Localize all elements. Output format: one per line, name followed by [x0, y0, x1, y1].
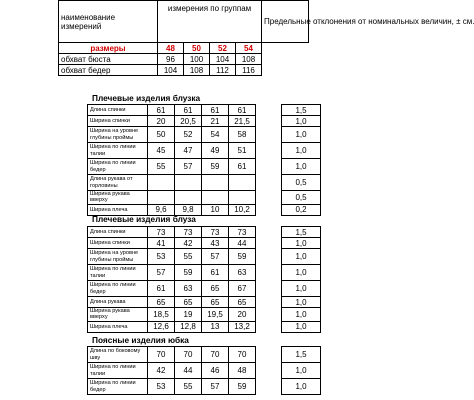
value-cell: 44: [175, 363, 202, 379]
value-cell: 96: [158, 54, 184, 65]
value-cell: 42: [175, 238, 202, 249]
value-cell: [202, 191, 229, 205]
value-cell: 63: [175, 281, 202, 297]
row-label: Ширина спинки: [88, 116, 148, 127]
size-cell: 48: [158, 43, 184, 54]
row-label: обхват бюста: [59, 54, 158, 65]
row-label: Ширина на уровне глубины проймы: [88, 127, 148, 143]
table-row: [88, 116, 321, 127]
value-cell: 19: [175, 308, 202, 322]
tolerance-cell: 1,0: [282, 116, 321, 127]
table-row: [88, 297, 321, 308]
section-table: [87, 226, 321, 333]
value-cell: 116: [236, 65, 262, 76]
row-label: Ширина плеча: [88, 321, 148, 332]
spacer-cell: [256, 281, 282, 297]
value-cell: [148, 175, 175, 191]
value-cell: 57: [175, 159, 202, 175]
table-row: [88, 265, 321, 281]
value-cell: 20: [229, 308, 256, 322]
value-cell: 104: [158, 65, 184, 76]
value-cell: 73: [148, 227, 175, 238]
value-cell: 70: [229, 347, 256, 363]
value-cell: 70: [175, 347, 202, 363]
tolerance-cell: 0,5: [282, 175, 321, 191]
table-row: [88, 143, 321, 159]
spacer-cell: [256, 227, 282, 238]
section-title: Плечевые изделия блузка: [92, 93, 201, 103]
value-cell: 48: [229, 363, 256, 379]
tolerance-cell: 1,0: [282, 238, 321, 249]
empty-cell: [262, 43, 309, 54]
table-row: [88, 127, 321, 143]
row-label: Ширина по линии бедер: [88, 159, 148, 175]
value-cell: 55: [175, 379, 202, 395]
value-cell: 73: [202, 227, 229, 238]
value-cell: 57: [148, 265, 175, 281]
table-row: [88, 347, 321, 363]
value-cell: 18,5: [148, 308, 175, 322]
value-cell: 65: [202, 297, 229, 308]
name-header: наименование измерений: [59, 1, 158, 43]
table-row: [88, 308, 321, 322]
tolerance-cell: 1,0: [282, 321, 321, 332]
size-cell: 54: [236, 43, 262, 54]
value-cell: 70: [148, 347, 175, 363]
spacer-cell: [256, 249, 282, 265]
value-cell: 44: [229, 238, 256, 249]
spacer-cell: [256, 238, 282, 249]
row-label: Ширина по линии бедер: [88, 379, 148, 395]
value-cell: 12,6: [148, 321, 175, 332]
value-cell: 41: [148, 238, 175, 249]
value-cell: 49: [202, 143, 229, 159]
sizes-label: размеры: [59, 43, 158, 54]
tolerance-cell: 1,0: [282, 159, 321, 175]
spacer-cell: [256, 116, 282, 127]
value-cell: 13,2: [229, 321, 256, 332]
value-cell: [148, 191, 175, 205]
value-cell: 10: [202, 204, 229, 215]
header-table: [58, 0, 474, 76]
value-cell: 65: [175, 297, 202, 308]
row-label: Ширина по линии талии: [88, 363, 148, 379]
value-cell: 21: [202, 116, 229, 127]
section-title: Поясные изделия юбка: [92, 335, 189, 345]
row-label: Длина рукава от горловины: [88, 175, 148, 191]
tolerance-cell: 1,0: [282, 143, 321, 159]
table-row: [59, 65, 309, 76]
value-cell: 61: [229, 105, 256, 116]
table-row: [88, 363, 321, 379]
row-label: Ширина по линии талии: [88, 143, 148, 159]
section-table: [87, 346, 321, 395]
spacer-cell: [256, 159, 282, 175]
tolerance-cell: 1,0: [282, 379, 321, 395]
value-cell: [202, 175, 229, 191]
table-row: [88, 191, 321, 205]
tolerance-cell: 1,0: [282, 308, 321, 322]
value-cell: 67: [229, 281, 256, 297]
size-cell: 52: [210, 43, 236, 54]
spacer-cell: [256, 105, 282, 116]
value-cell: 52: [175, 127, 202, 143]
spacer-cell: [256, 347, 282, 363]
value-cell: 9,6: [148, 204, 175, 215]
value-cell: 65: [202, 281, 229, 297]
value-cell: 61: [148, 281, 175, 297]
value-cell: 108: [184, 65, 210, 76]
spacer-cell: [256, 297, 282, 308]
tolerance-cell: 1,0: [282, 265, 321, 281]
row-label: Длина спинки: [88, 105, 148, 116]
value-cell: 55: [148, 159, 175, 175]
value-cell: 61: [229, 159, 256, 175]
tolerance-cell: 1,5: [282, 347, 321, 363]
table-row: [88, 238, 321, 249]
spacer-cell: [256, 143, 282, 159]
row-label: Ширина спинки: [88, 238, 148, 249]
value-cell: 20,5: [175, 116, 202, 127]
spacer-cell: [256, 191, 282, 205]
spacer-cell: [256, 127, 282, 143]
table-row: [88, 249, 321, 265]
row-label: Ширина по линии талии: [88, 265, 148, 281]
value-cell: 63: [229, 265, 256, 281]
row-label: Длина спинки: [88, 227, 148, 238]
value-cell: 42: [148, 363, 175, 379]
value-cell: 53: [148, 249, 175, 265]
value-cell: 70: [202, 347, 229, 363]
value-cell: [175, 191, 202, 205]
value-cell: 50: [148, 127, 175, 143]
value-cell: 108: [236, 54, 262, 65]
row-label: обхват бедер: [59, 65, 158, 76]
value-cell: 12,8: [175, 321, 202, 332]
tolerance-cell: 1,5: [282, 105, 321, 116]
value-cell: 57: [202, 379, 229, 395]
spacer-cell: [256, 321, 282, 332]
tolerance-cell: 0,2: [282, 204, 321, 215]
value-cell: 19,5: [202, 308, 229, 322]
value-cell: 55: [175, 249, 202, 265]
value-cell: 58: [229, 127, 256, 143]
value-cell: 10,2: [229, 204, 256, 215]
table-row: [88, 175, 321, 191]
table-row: [88, 379, 321, 395]
tolerance-cell: 1,0: [282, 363, 321, 379]
value-cell: [175, 175, 202, 191]
value-cell: 59: [175, 265, 202, 281]
tolerance-cell: 1,0: [282, 297, 321, 308]
value-cell: 59: [202, 159, 229, 175]
groups-header: измерения по группам: [158, 1, 262, 43]
value-cell: 57: [202, 249, 229, 265]
table-row: [88, 281, 321, 297]
value-cell: [229, 175, 256, 191]
value-cell: 45: [148, 143, 175, 159]
value-cell: 51: [229, 143, 256, 159]
value-cell: 9,8: [175, 204, 202, 215]
value-cell: 53: [148, 379, 175, 395]
row-label: Ширина по линии бедер: [88, 281, 148, 297]
value-cell: 65: [229, 297, 256, 308]
value-cell: 100: [184, 54, 210, 65]
table-row: [59, 54, 309, 65]
value-cell: 112: [210, 65, 236, 76]
value-cell: 61: [175, 105, 202, 116]
value-cell: 43: [202, 238, 229, 249]
row-label: Длина по боковому шву: [88, 347, 148, 363]
value-cell: 59: [229, 249, 256, 265]
value-cell: 54: [202, 127, 229, 143]
spacer-cell: [256, 363, 282, 379]
value-cell: 61: [202, 265, 229, 281]
value-cell: 13: [202, 321, 229, 332]
table-row: [88, 321, 321, 332]
row-label: Ширина рукава вверху: [88, 191, 148, 205]
spacer-cell: [256, 204, 282, 215]
value-cell: [229, 191, 256, 205]
value-cell: 21,5: [229, 116, 256, 127]
value-cell: 104: [210, 54, 236, 65]
table-row: [88, 227, 321, 238]
row-label: Ширина рукава вверху: [88, 308, 148, 322]
tolerance-cell: 1,0: [282, 127, 321, 143]
tolerance-cell: 1,0: [282, 249, 321, 265]
empty-cell: [262, 54, 309, 65]
value-cell: 65: [148, 297, 175, 308]
value-cell: 59: [229, 379, 256, 395]
size-cell: 50: [184, 43, 210, 54]
spacer-cell: [256, 379, 282, 395]
tolerance-cell: 0,5: [282, 191, 321, 205]
row-label: Ширина плеча: [88, 204, 148, 215]
value-cell: 73: [175, 227, 202, 238]
row-label: Длина рукава: [88, 297, 148, 308]
spacer-cell: [256, 175, 282, 191]
tolerance-cell: 1,0: [282, 281, 321, 297]
value-cell: 61: [202, 105, 229, 116]
value-cell: 47: [175, 143, 202, 159]
tolerance-header: Предельные отклонения от номинальных величин, ± см.: [262, 1, 309, 43]
section-title: Плечевые изделия блуза: [92, 214, 196, 224]
spacer-cell: [256, 265, 282, 281]
section-table: [87, 104, 321, 216]
value-cell: 20: [148, 116, 175, 127]
empty-cell: [262, 65, 309, 76]
row-label: Ширина на уровне глубины проймы: [88, 249, 148, 265]
tolerance-cell: 1,5: [282, 227, 321, 238]
value-cell: 46: [202, 363, 229, 379]
table-row: [88, 159, 321, 175]
value-cell: 61: [148, 105, 175, 116]
table-row: [88, 105, 321, 116]
spacer-cell: [256, 308, 282, 322]
value-cell: 73: [229, 227, 256, 238]
